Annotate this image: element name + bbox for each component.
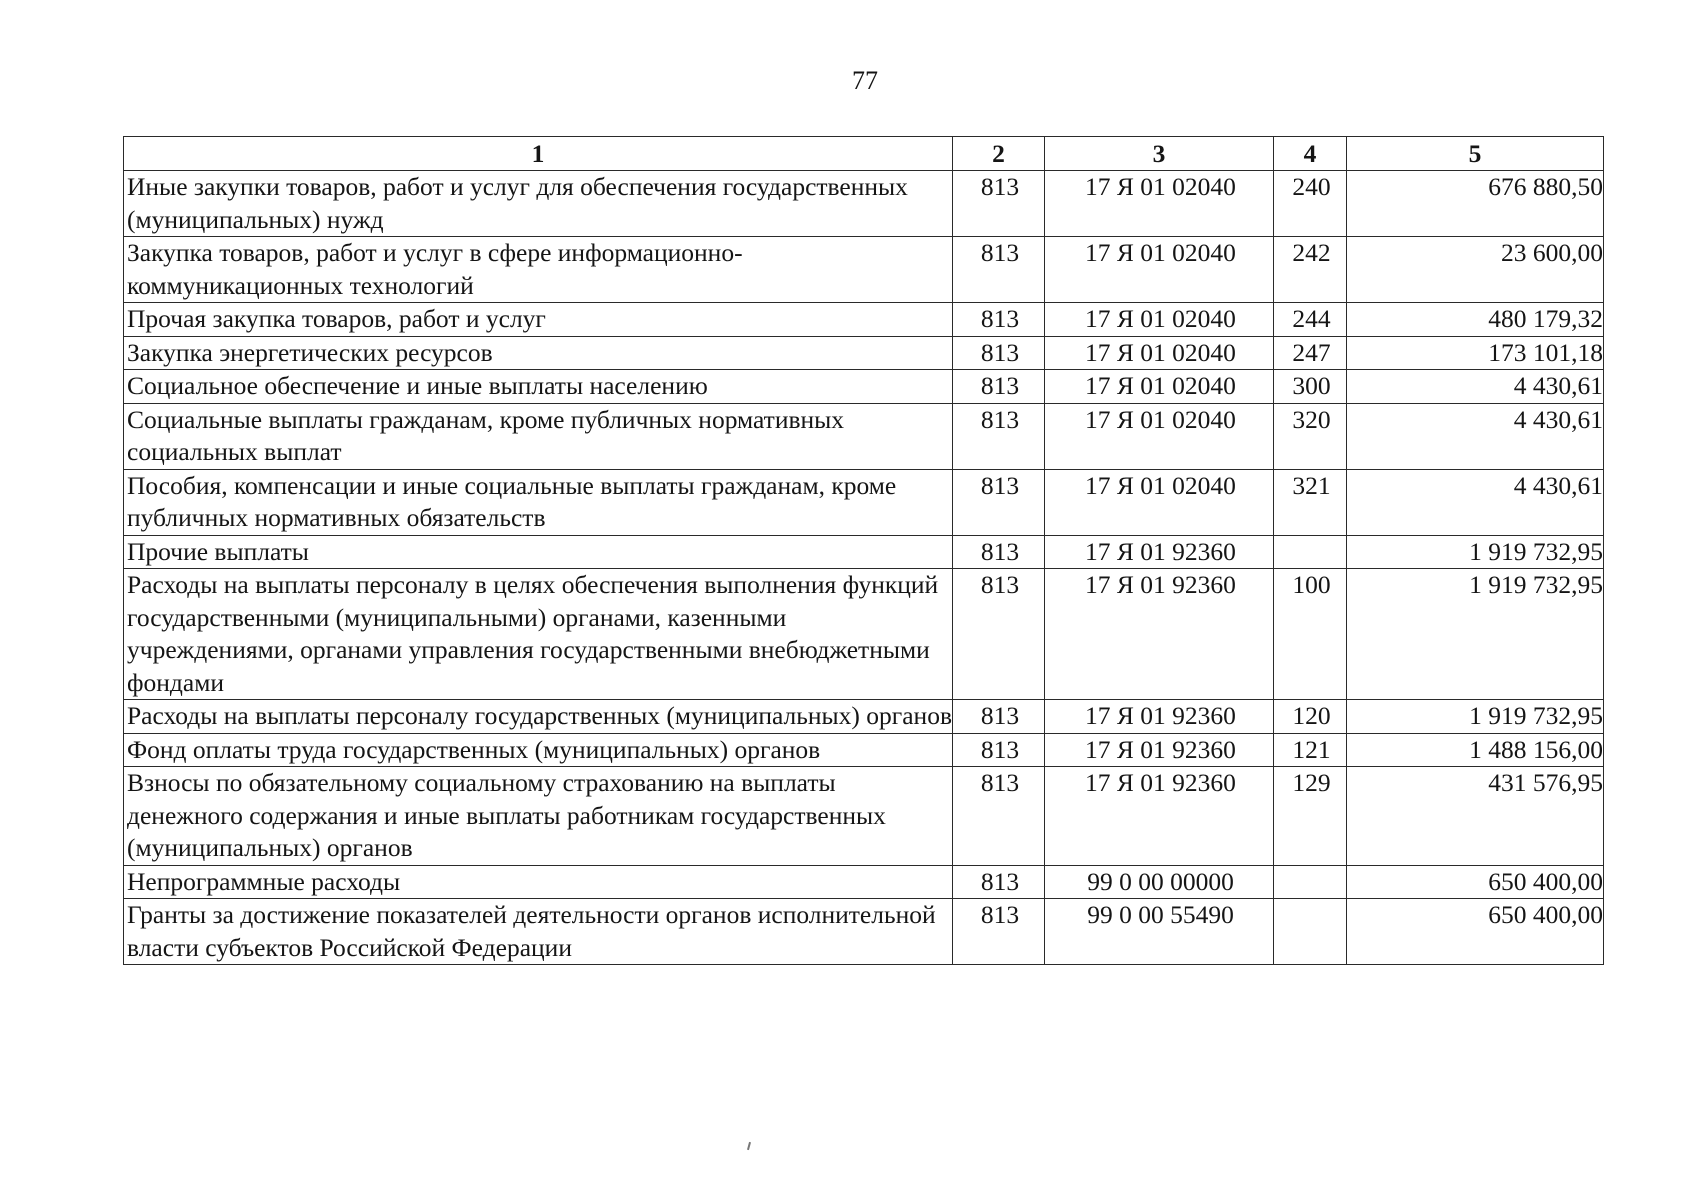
row-type-cell: 120 <box>1274 700 1347 734</box>
row-sum-cell: 431 576,95 <box>1347 767 1604 866</box>
row-dept-cell: 813 <box>953 237 1045 303</box>
row-type-cell <box>1274 899 1347 965</box>
table-row <box>124 767 1604 866</box>
page-number-text: 77 <box>852 66 878 95</box>
row-name-cell: Прочие выплаты <box>124 535 953 569</box>
budget-table <box>123 136 1604 965</box>
row-code-cell: 17 Я 01 02040 <box>1045 171 1274 237</box>
row-dept-cell: 813 <box>953 469 1045 535</box>
row-type-cell: 300 <box>1274 370 1347 404</box>
row-name-cell: Прочая закупка товаров, работ и услуг <box>124 303 953 337</box>
table-row <box>124 899 1604 965</box>
row-sum-cell: 4 430,61 <box>1347 469 1604 535</box>
table-row <box>124 535 1604 569</box>
row-code-cell: 17 Я 01 92360 <box>1045 733 1274 767</box>
row-name-cell: Гранты за достижение показателей деятельности органов исполнительной власти субъектов Российской Федерации <box>124 899 953 965</box>
row-sum-cell: 650 400,00 <box>1347 899 1604 965</box>
row-sum-cell: 4 430,61 <box>1347 403 1604 469</box>
header-col-3: 3 <box>1045 137 1274 171</box>
row-dept-cell: 813 <box>953 535 1045 569</box>
row-name-cell: Закупка товаров, работ и услуг в сфере информационно-коммуникационных технологий <box>124 237 953 303</box>
row-sum-cell: 4 430,61 <box>1347 370 1604 404</box>
row-type-cell: 129 <box>1274 767 1347 866</box>
row-name-cell: Социальное обеспечение и иные выплаты населению <box>124 370 953 404</box>
row-type-cell: 121 <box>1274 733 1347 767</box>
row-code-cell: 99 0 00 55490 <box>1045 899 1274 965</box>
row-name-cell: Иные закупки товаров, работ и услуг для обеспечения государственных (муниципальных) нужд <box>124 171 953 237</box>
row-sum-cell: 1 919 732,95 <box>1347 700 1604 734</box>
row-dept-cell: 813 <box>953 733 1045 767</box>
row-code-cell: 17 Я 01 92360 <box>1045 767 1274 866</box>
row-type-cell: 100 <box>1274 569 1347 700</box>
row-dept-cell: 813 <box>953 303 1045 337</box>
header-row <box>124 137 1604 171</box>
header-col-1: 1 <box>124 137 953 171</box>
row-sum-cell: 173 101,18 <box>1347 336 1604 370</box>
table-row <box>124 569 1604 700</box>
row-dept-cell: 813 <box>953 336 1045 370</box>
row-type-cell <box>1274 865 1347 899</box>
row-dept-cell: 813 <box>953 700 1045 734</box>
row-code-cell: 17 Я 01 02040 <box>1045 370 1274 404</box>
row-name-cell: Непрограммные расходы <box>124 865 953 899</box>
row-code-cell: 17 Я 01 02040 <box>1045 237 1274 303</box>
table-row <box>124 865 1604 899</box>
scan-mark <box>747 1142 751 1150</box>
table-row <box>124 171 1604 237</box>
row-code-cell: 17 Я 01 02040 <box>1045 469 1274 535</box>
table-row <box>124 733 1604 767</box>
row-code-cell: 17 Я 01 92360 <box>1045 700 1274 734</box>
row-sum-cell: 1 488 156,00 <box>1347 733 1604 767</box>
row-name-cell: Социальные выплаты гражданам, кроме публичных нормативных социальных выплат <box>124 403 953 469</box>
row-sum-cell: 650 400,00 <box>1347 865 1604 899</box>
row-dept-cell: 813 <box>953 370 1045 404</box>
table-row <box>124 700 1604 734</box>
row-type-cell: 321 <box>1274 469 1347 535</box>
row-type-cell: 244 <box>1274 303 1347 337</box>
row-sum-cell: 676 880,50 <box>1347 171 1604 237</box>
row-name-cell: Взносы по обязательному социальному страхованию на выплаты денежного содержания и иные выплаты работникам государственных (муниципальных) органов <box>124 767 953 866</box>
row-name-cell: Расходы на выплаты персоналу государственных (муниципальных) органов <box>124 700 953 734</box>
table-row <box>124 303 1604 337</box>
row-dept-cell: 813 <box>953 899 1045 965</box>
row-type-cell: 240 <box>1274 171 1347 237</box>
row-code-cell: 17 Я 01 02040 <box>1045 336 1274 370</box>
row-sum-cell: 480 179,32 <box>1347 303 1604 337</box>
row-sum-cell: 1 919 732,95 <box>1347 569 1604 700</box>
row-sum-cell: 1 919 732,95 <box>1347 535 1604 569</box>
row-name-cell: Фонд оплаты труда государственных (муниципальных) органов <box>124 733 953 767</box>
table-row <box>124 237 1604 303</box>
row-dept-cell: 813 <box>953 171 1045 237</box>
row-dept-cell: 813 <box>953 865 1045 899</box>
header-col-2: 2 <box>953 137 1045 171</box>
row-type-cell: 242 <box>1274 237 1347 303</box>
row-code-cell: 99 0 00 00000 <box>1045 865 1274 899</box>
row-name-cell: Пособия, компенсации и иные социальные выплаты гражданам, кроме публичных нормативных обязательств <box>124 469 953 535</box>
row-dept-cell: 813 <box>953 403 1045 469</box>
row-dept-cell: 813 <box>953 569 1045 700</box>
header-col-5: 5 <box>1347 137 1604 171</box>
row-type-cell: 320 <box>1274 403 1347 469</box>
row-dept-cell: 813 <box>953 767 1045 866</box>
table-row <box>124 469 1604 535</box>
row-name-cell: Расходы на выплаты персоналу в целях обеспечения выполнения функций государственными (муниципальными) органами, казенными учреждениями, органами управления государственными внебюджетными фондами <box>124 569 953 700</box>
row-code-cell: 17 Я 01 92360 <box>1045 535 1274 569</box>
row-code-cell: 17 Я 01 02040 <box>1045 403 1274 469</box>
row-type-cell: 247 <box>1274 336 1347 370</box>
table-row <box>124 370 1604 404</box>
row-sum-cell: 23 600,00 <box>1347 237 1604 303</box>
page-number <box>0 66 1697 96</box>
table-row <box>124 403 1604 469</box>
table-row <box>124 336 1604 370</box>
header-col-4: 4 <box>1274 137 1347 171</box>
row-code-cell: 17 Я 01 92360 <box>1045 569 1274 700</box>
row-code-cell: 17 Я 01 02040 <box>1045 303 1274 337</box>
row-name-cell: Закупка энергетических ресурсов <box>124 336 953 370</box>
row-type-cell <box>1274 535 1347 569</box>
